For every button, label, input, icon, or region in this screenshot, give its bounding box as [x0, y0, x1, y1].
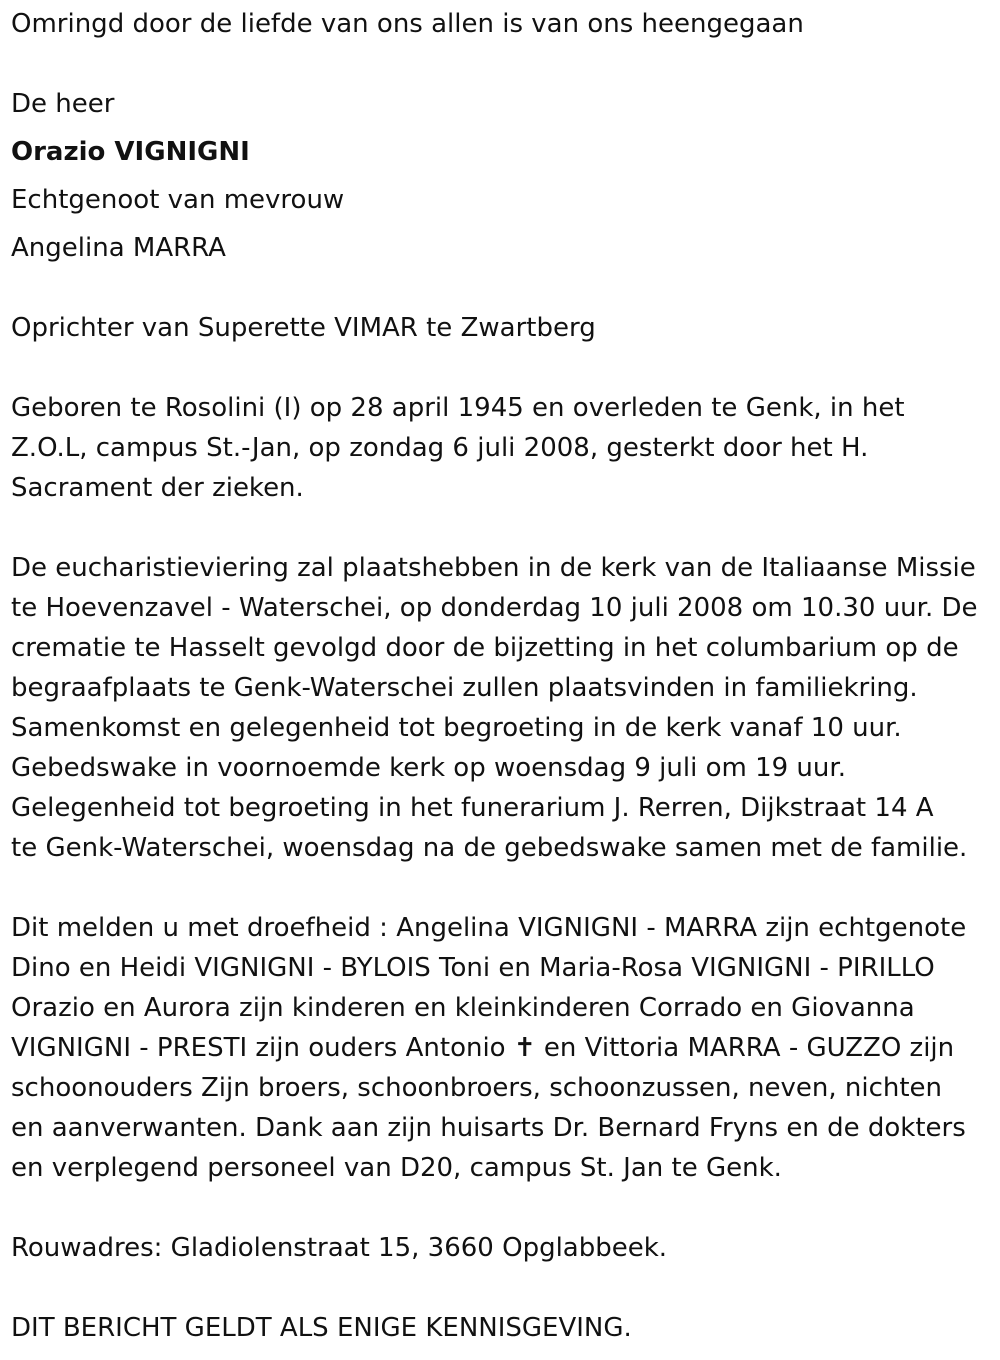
- paragraph-line: Dit melden u met droefheid : Angelina VIGNIGNI - MARRA zijn echtgenote: [11, 913, 967, 943]
- spouse-name: Angelina MARRA: [11, 233, 226, 263]
- paragraph-line: begraafplaats te Genk-Waterschei zullen plaatsvinden in familiekring.: [11, 673, 918, 703]
- spacer: [11, 172, 988, 180]
- spacer: [11, 268, 988, 308]
- spacer: [11, 508, 988, 548]
- paragraph-line: Sacrament der zieken.: [11, 473, 304, 503]
- spacer: [11, 44, 988, 84]
- paragraph-line: Gelegenheid tot begroeting in het funerarium J. Rerren, Dijkstraat 14 A: [11, 793, 934, 823]
- spacer: [11, 868, 988, 908]
- paragraph-line: schoonouders Zijn broers, schoonbroers, schoonzussen, neven, nichten: [11, 1073, 943, 1103]
- ceremony-paragraph: [11, 548, 988, 868]
- salutation: De heer: [11, 89, 115, 119]
- paragraph-line: De eucharistieviering zal plaatshebben in de kerk van de Italiaanse Missie: [11, 553, 976, 583]
- family-paragraph: [11, 908, 988, 1188]
- paragraph-line: Geboren te Rosolini (I) op 28 april 1945 en overleden te Genk, in het: [11, 393, 905, 423]
- spacer: [11, 1268, 988, 1308]
- paragraph-line: en aanverwanten. Dank aan zijn huisarts Dr. Bernard Fryns en de dokters: [11, 1113, 966, 1143]
- birth-death-paragraph: [11, 388, 988, 508]
- paragraph-line: Orazio en Aurora zijn kinderen en kleinkinderen Corrado en Giovanna: [11, 993, 915, 1023]
- paragraph-line: Z.O.L, campus St.-Jan, op zondag 6 juli 2008, gesterkt door het H.: [11, 433, 869, 463]
- paragraph-line: en verplegend personeel van D20, campus St. Jan te Genk.: [11, 1153, 782, 1183]
- paragraph-line: te Genk-Waterschei, woensdag na de gebedswake samen met de familie.: [11, 833, 968, 863]
- paragraph-line: Gebedswake in voornoemde kerk op woensdag 9 juli om 19 uur.: [11, 753, 846, 783]
- paragraph-line: Dino en Heidi VIGNIGNI - BYLOIS Toni en Maria-Rosa VIGNIGNI - PIRILLO: [11, 953, 935, 983]
- mourning-address: Rouwadres: Gladiolenstraat 15, 3660 Opglabbeek.: [11, 1233, 668, 1263]
- intro-text: Omringd door de liefde van ons allen is van ons heengegaan: [11, 9, 804, 39]
- paragraph-line: VIGNIGNI - PRESTI zijn ouders Antonio ✝ en Vittoria MARRA - GUZZO zijn: [11, 1033, 955, 1063]
- deceased-name: Orazio VIGNIGNI: [11, 137, 250, 167]
- paragraph-line: crematie te Hasselt gevolgd door de bijzetting in het columbarium op de: [11, 633, 959, 663]
- founder-text: Oprichter van Superette VIMAR te Zwartberg: [11, 313, 596, 343]
- spacer: [11, 348, 988, 388]
- spacer: [11, 1188, 988, 1228]
- paragraph-line: Samenkomst en gelegenheid tot begroeting in de kerk vanaf 10 uur.: [11, 713, 902, 743]
- spacer: [11, 124, 988, 132]
- spouse-label: Echtgenoot van mevrouw: [11, 185, 345, 215]
- closing-statement: DIT BERICHT GELDT ALS ENIGE KENNISGEVING.: [11, 1313, 632, 1343]
- spacer: [11, 220, 988, 228]
- paragraph-line: te Hoevenzavel - Waterschei, op donderdag 10 juli 2008 om 10.30 uur. De: [11, 593, 978, 623]
